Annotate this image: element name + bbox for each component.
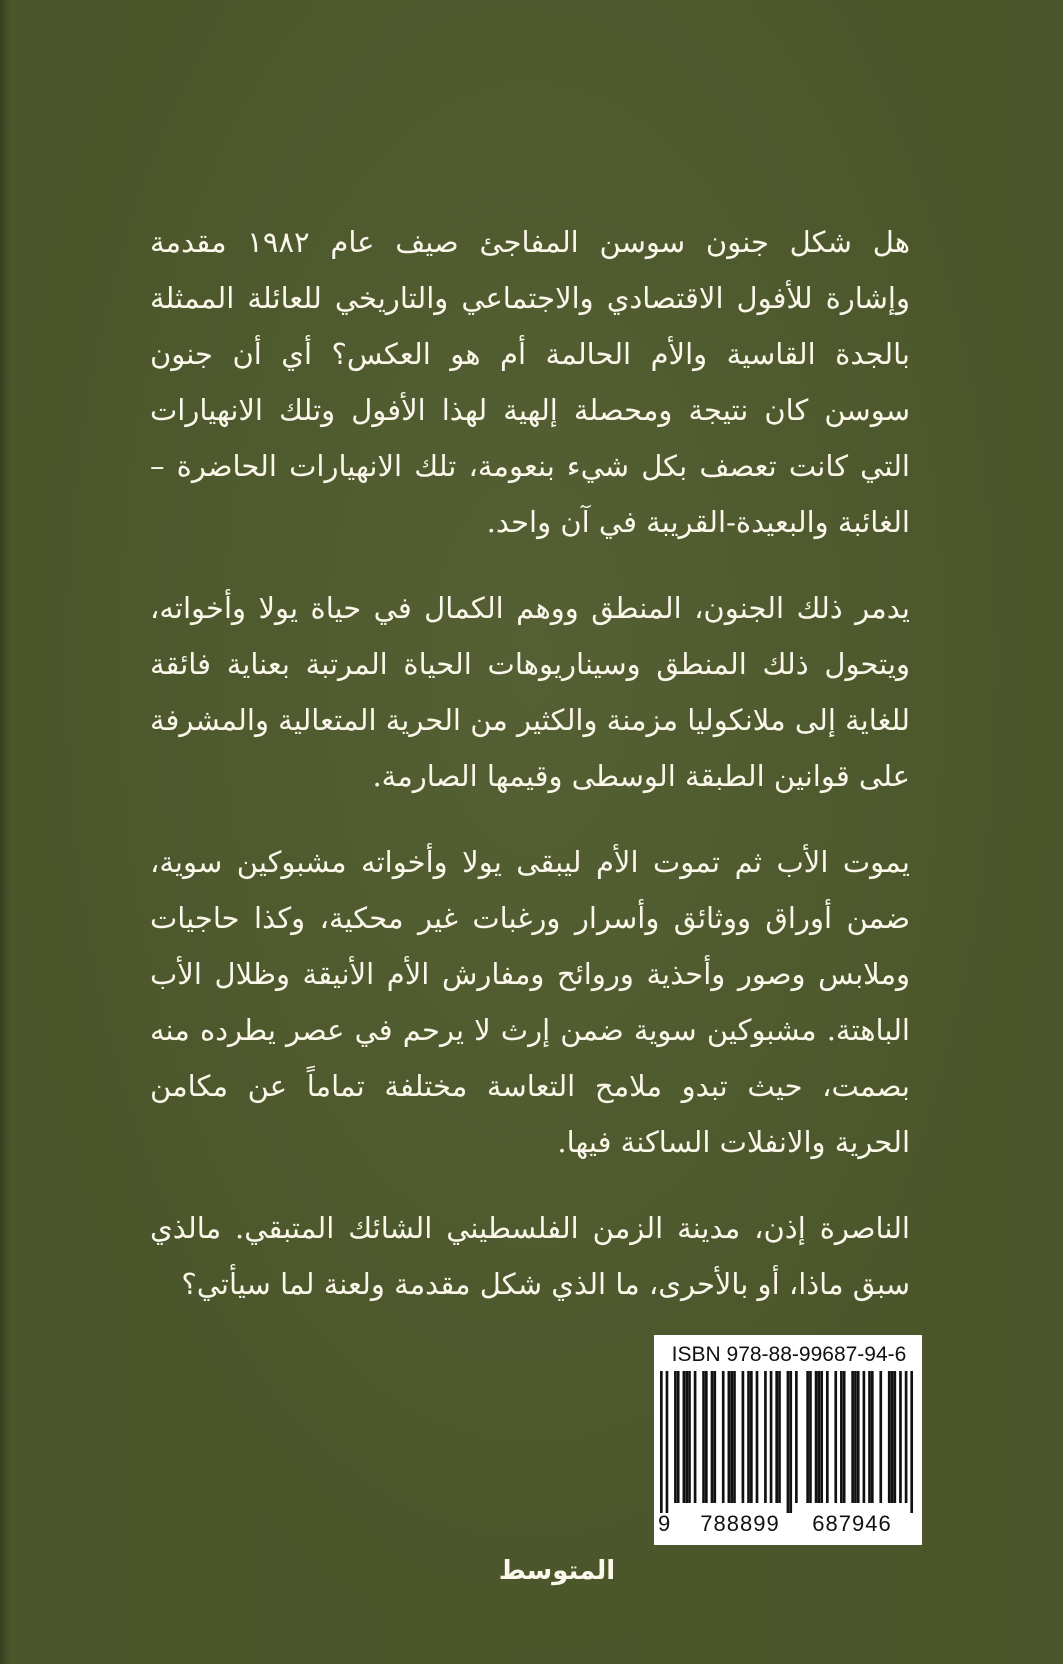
blurb-paragraph: الناصرة إذن، مدينة الزمن الفلسطيني الشائك المتبقي. مالذي سبق ماذا، أو بالأحرى، ما الذي شكل مقدمة ولعنة لما سيأتي؟ [150,1211,910,1301]
barcode-digit-first: 9 [658,1511,671,1536]
barcode-bars [660,1371,916,1513]
publisher-logo: المتوسط [498,1556,616,1586]
blurb-paragraph: يموت الأب ثم تموت الأم ليبقى يولا وأخواته مشبوكين سوية، ضمن أوراق ووثائق وأسرار ورغبات غير محكية، وكذا حاجيات وملابس وصور وأحذية وروائح ومفارش الأم الأنيقة وظلال الأب الباهتة. مشبوكين سوية ضمن إرث لا يرحم في عصر يطرده منه بصمت، حيث تبدو ملامح التعاسة مختلفة تماماً عن مكامن الحرية والانفلات الساكنة فيها. [150,845,910,1159]
barcode-digits-left: 788899 [700,1511,780,1536]
blurb-paragraph: هل شكل جنون سوسن المفاجئ صيف عام ١٩٨٢ مقدمة وإشارة للأفول الاقتصادي والاجتماعي والتاريخي للعائلة الممثلة بالجدة القاسية والأم الحالمة أم هو العكس؟ أي أن جنون سوسن كان نتيجة ومحصلة إلهية لهذا الأفول وتلك الانهيارات التي كانت تعصف بكل شيء بنعومة، تلك الانهيارات الحاضرة – الغائبة والبعيدة-القريبة في آن واحد. [150,225,910,539]
blurb-paragraph: يدمر ذلك الجنون، المنطق ووهم الكمال في حياة يولا وأخواته، ويتحول ذلك المنطق وسيناريوهات الحياة المرتبة بعناية فائقة للغاية إلى ملانكوليا مزمنة والكثير من الحرية المتعالية والمشرفة على قوانين الطبقة الوسطى وقيمها الصارمة. [150,591,910,793]
barcode-digits-right: 687946 [812,1511,892,1536]
isbn-label: ISBN 978-88-99687-94-6 [671,1343,907,1366]
spine-edge [0,0,10,1664]
isbn-barcode [654,1335,922,1545]
blurb-text [150,214,910,1342]
